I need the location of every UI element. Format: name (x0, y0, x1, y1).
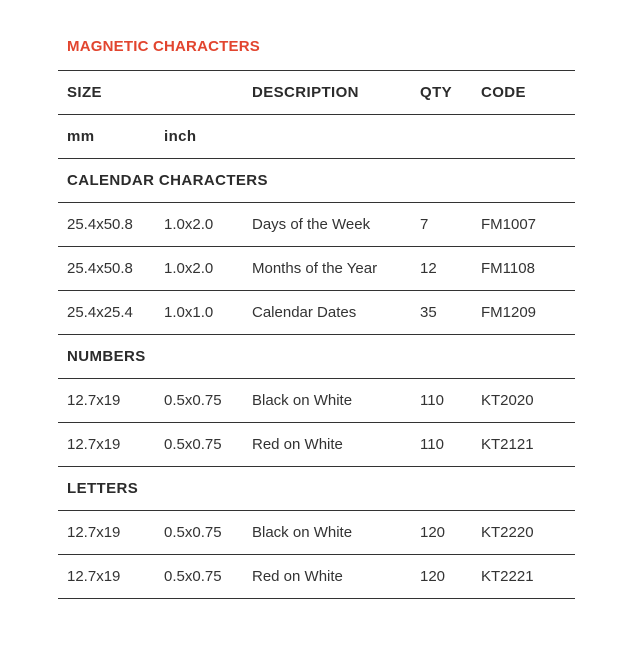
cell-mm: 25.4x50.8 (67, 260, 133, 277)
table-row (58, 511, 575, 555)
cell-code: KT2221 (481, 568, 534, 585)
cell-inch: 0.5x0.75 (164, 436, 222, 453)
product-table (58, 70, 575, 599)
cell-qty: 7 (420, 216, 429, 233)
cell-description: Red on White (252, 436, 343, 453)
section-header-calendar (58, 159, 575, 203)
cell-inch: 1.0x2.0 (164, 216, 214, 233)
cell-code: KT2020 (481, 392, 534, 409)
cell-code: KT2121 (481, 436, 534, 453)
cell-qty: 35 (420, 304, 437, 321)
cell-mm: 25.4x50.8 (67, 216, 133, 233)
cell-description: Days of the Week (252, 216, 371, 233)
section-title: CALENDAR CHARACTERS (67, 172, 268, 189)
cell-qty: 120 (420, 568, 446, 585)
header-code: CODE (481, 84, 526, 101)
table-header-row (58, 71, 575, 115)
section-title: LETTERS (67, 480, 139, 497)
header-size: SIZE (67, 84, 102, 101)
cell-mm: 12.7x19 (67, 568, 121, 585)
section-header-letters (58, 467, 575, 511)
cell-inch: 0.5x0.75 (164, 568, 222, 585)
cell-description: Months of the Year (252, 260, 378, 277)
cell-description: Black on White (252, 392, 353, 409)
cell-inch: 0.5x0.75 (164, 392, 222, 409)
table-row (58, 291, 575, 335)
section-header-numbers (58, 335, 575, 379)
cell-qty: 110 (420, 436, 444, 453)
cell-mm: 12.7x19 (67, 524, 121, 541)
cell-qty: 120 (420, 524, 446, 541)
cell-code: FM1108 (481, 260, 535, 277)
header-inch: inch (164, 128, 197, 145)
cell-inch: 1.0x2.0 (164, 260, 214, 277)
cell-code: KT2220 (481, 524, 534, 541)
cell-inch: 1.0x1.0 (164, 304, 214, 321)
table-row (58, 203, 575, 247)
table-units-row (58, 115, 575, 159)
cell-inch: 0.5x0.75 (164, 524, 222, 541)
cell-code: FM1007 (481, 216, 537, 233)
cell-mm: 12.7x19 (67, 392, 121, 409)
cell-qty: 12 (420, 260, 437, 277)
cell-mm: 12.7x19 (67, 436, 121, 453)
cell-mm: 25.4x25.4 (67, 304, 133, 321)
table-row (58, 423, 575, 467)
section-title: NUMBERS (67, 348, 146, 365)
cell-code: FM1209 (481, 304, 537, 321)
header-qty: QTY (420, 84, 453, 101)
cell-description: Black on White (252, 524, 353, 541)
table-row (58, 247, 575, 291)
cell-description: Red on White (252, 568, 343, 585)
table-row (58, 379, 575, 423)
header-mm: mm (67, 128, 95, 145)
page-title: MAGNETIC CHARACTERS (67, 38, 260, 55)
table-row (58, 555, 575, 599)
cell-description: Calendar Dates (252, 304, 357, 321)
cell-qty: 110 (420, 392, 444, 409)
header-description: DESCRIPTION (252, 84, 359, 101)
